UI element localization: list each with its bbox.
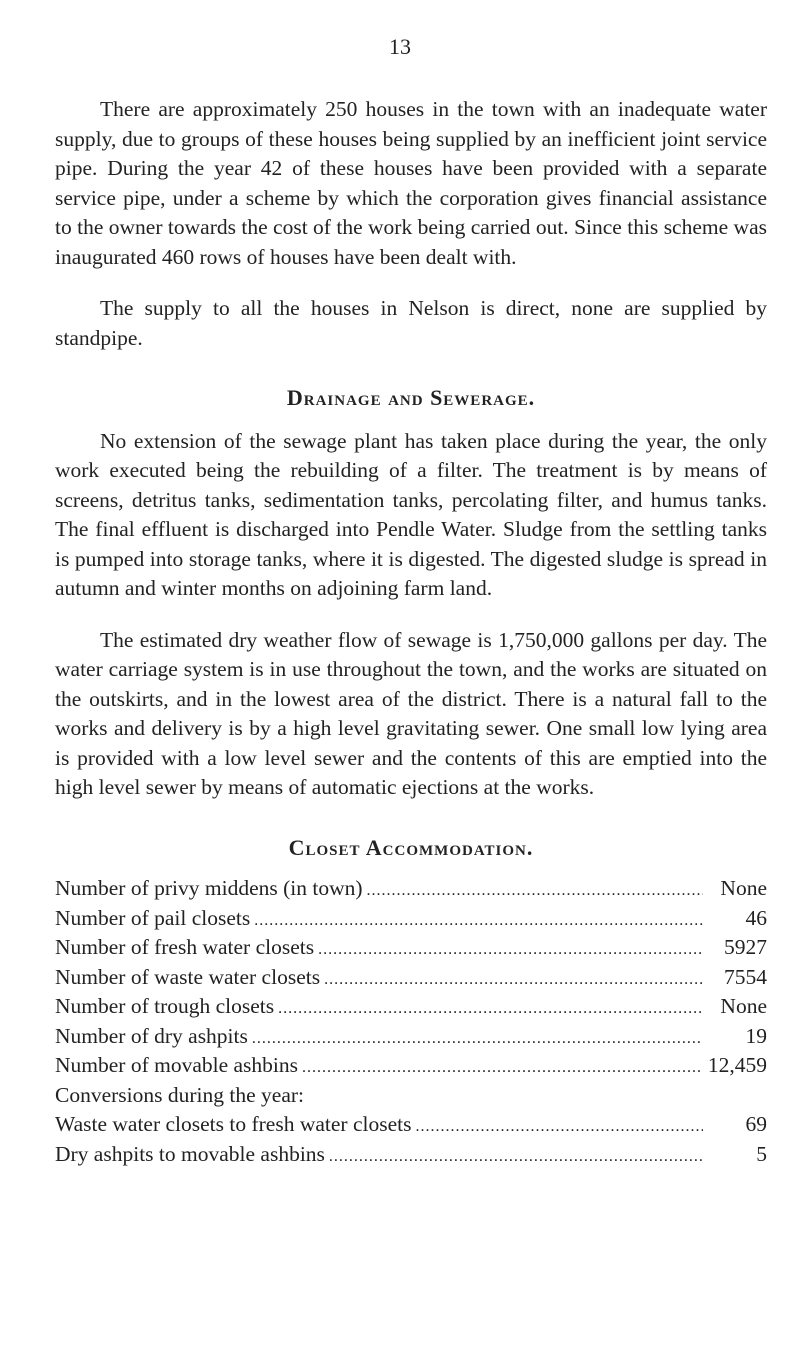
row-label: Number of fresh water closets xyxy=(55,935,315,959)
table-row xyxy=(55,1022,767,1052)
table-row xyxy=(55,874,767,904)
paragraph-sewage-flow: The estimated dry weather flow of sewage is 1,750,000 gallons per day. The water carriage system is in use throughout the town, and the works are situated on the outskirts, and in the lowest area of the district. There is a natural fall to the works and delivery is by a high level gravitating sewer. One small low lying area is provided with a low level sewer and the contents of this are emptied into the high level sewer by means of automatic ejections at the works. xyxy=(55,627,767,799)
row-label: Number of movable ashbins xyxy=(55,1053,299,1077)
page-number: 13 xyxy=(389,34,411,59)
dot-leader xyxy=(415,1112,703,1142)
row-value: 19 xyxy=(745,1023,767,1048)
dot-leader xyxy=(302,1053,703,1083)
row-label: Number of waste water closets xyxy=(55,964,321,989)
table-row xyxy=(55,933,767,963)
paragraph-standpipe: The supply to all the houses in Nelson is direct, none are supplied by standpipe. xyxy=(55,296,767,350)
row-value: 5927 xyxy=(724,935,767,959)
dot-leader xyxy=(278,994,703,1024)
row-value: 12,459 xyxy=(707,1053,767,1077)
table-row xyxy=(55,904,767,934)
table-row xyxy=(55,992,767,1022)
row-value: 69 xyxy=(745,1112,767,1136)
row-label: Number of trough closets xyxy=(55,994,275,1018)
row-label: Waste water closets to fresh water closets xyxy=(55,1112,412,1136)
dot-leader xyxy=(254,906,703,936)
row-label: Dry ashpits to movable ashbins xyxy=(55,1141,325,1166)
dot-leader xyxy=(324,965,703,995)
row-value: 46 xyxy=(745,905,767,930)
table-row xyxy=(55,963,767,993)
table-row xyxy=(55,1140,767,1170)
section-heading-drainage: Drainage and Sewerage. xyxy=(286,385,536,410)
dot-leader xyxy=(367,876,703,906)
row-value: 7554 xyxy=(724,964,767,989)
row-label: Number of privy middens (in town) xyxy=(55,876,363,900)
row-value: 5 xyxy=(756,1141,767,1166)
table-row xyxy=(55,1051,767,1081)
dot-leader xyxy=(318,935,703,965)
page-content xyxy=(55,95,767,1169)
paragraph-sewage-plant: No extension of the sewage plant has taken place during the year, the only work executed being the rebuilding of a filter. The treatment is by means of screens, detritus tanks, sedimentation tanks, percolating filter, and humus tanks. The final effluent is discharged into Pendle Water. Sludge from the settling tanks is pumped into storage tanks, where it is digested. The digested sludge is spread in autumn and winter months on adjoining farm land. xyxy=(55,428,767,600)
conversions-label: Conversions during the year: xyxy=(55,1082,304,1107)
dot-leader xyxy=(252,1024,703,1054)
row-value: None xyxy=(720,994,767,1018)
table-row xyxy=(55,1110,767,1140)
paragraph-water-supply: There are approximately 250 houses in the town with an inadequate water supply, due to groups of these houses being supplied by an inefficient joint service pipe. During the year 42 of these houses have been provided with a separate service pipe, under a scheme by which the corporation gives financial assistance to the owner towards the cost of the work being carried out. Since this scheme was inaugurated 460 rows of houses have been dealt with. xyxy=(55,97,767,269)
section-heading-closet: Closet Accommodation. xyxy=(288,834,534,860)
dot-leader xyxy=(329,1142,703,1172)
closet-table xyxy=(55,874,767,1169)
row-value: None xyxy=(720,876,767,900)
row-label: Number of dry ashpits xyxy=(55,1023,248,1048)
row-label: Number of pail closets xyxy=(55,905,251,930)
